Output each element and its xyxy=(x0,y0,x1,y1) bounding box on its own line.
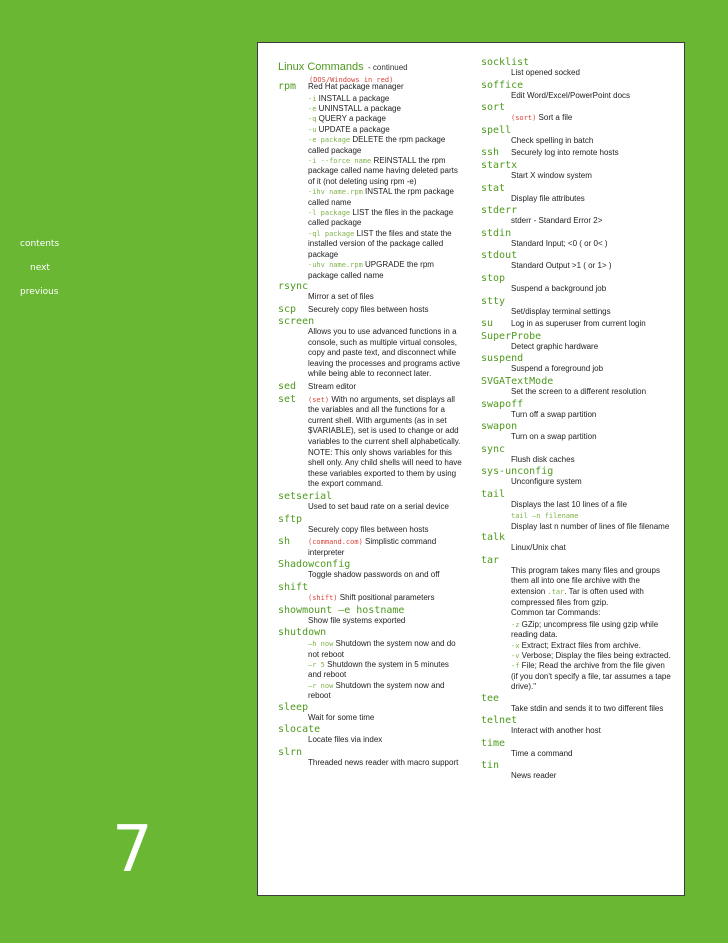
command-name: ssh xyxy=(481,147,500,159)
command-desc: Used to set baud rate on a serial device xyxy=(308,502,449,511)
entry-shift xyxy=(278,582,462,605)
command-name: stop xyxy=(481,272,506,284)
command-desc: Show file systems exported xyxy=(308,615,406,625)
entry-stop xyxy=(481,273,673,296)
entry-scp xyxy=(278,304,462,317)
command-name: stderr xyxy=(481,205,518,217)
option-flag: -q xyxy=(308,115,317,124)
command-desc: stderr - Standard Error 2> xyxy=(511,216,603,226)
command-name: set xyxy=(278,393,297,405)
entry-tin xyxy=(481,760,673,783)
entry-sort xyxy=(481,102,673,125)
title-text: Linux Commands xyxy=(278,61,364,73)
entry-swapon xyxy=(481,421,673,444)
set-desc-text: With no arguments, set displays all the variables and all the functions for a current shell. With arguments (as in set $VARIABLE), set is used to change or add variables to the current shell alphabetically. xyxy=(308,394,461,447)
command-name: SVGATextMode xyxy=(481,375,554,387)
command-name: startx xyxy=(481,159,518,171)
command-desc: Turn off a swap partition xyxy=(511,409,597,419)
entry-stderr xyxy=(481,205,673,228)
entry-soffice xyxy=(481,80,673,103)
option-row xyxy=(308,156,462,187)
page-number: 7 xyxy=(112,813,153,887)
command-name: SuperProbe xyxy=(481,330,542,342)
entry-startx xyxy=(481,160,673,183)
command-name: showmount –e hostname xyxy=(278,604,405,616)
command-name: setserial xyxy=(278,491,333,502)
entry-set xyxy=(278,394,462,491)
entry-su xyxy=(481,318,673,331)
command-desc: Toggle shadow passwords on and off xyxy=(308,570,440,580)
command-name: tee xyxy=(481,692,500,704)
command-desc: Unconfigure system xyxy=(511,477,582,487)
command-name: stdin xyxy=(481,227,512,239)
entry-setserial xyxy=(278,491,462,514)
command-desc: Standard Input; <0 ( or 0< ) xyxy=(511,238,608,248)
command-name: slrn xyxy=(278,746,303,758)
option-row xyxy=(511,620,673,641)
command-name: su xyxy=(481,318,494,330)
dos-equivalent: (set) xyxy=(308,395,330,404)
entry-ssh xyxy=(481,147,673,160)
option-row xyxy=(308,639,462,660)
command-desc xyxy=(308,394,462,491)
option-row xyxy=(308,94,462,104)
command-desc: Securely copy files between hosts xyxy=(308,524,429,534)
option-row xyxy=(511,651,673,661)
option-flag: -v xyxy=(511,652,520,661)
option-row xyxy=(511,511,673,521)
option-text: QUERY a package xyxy=(318,114,386,124)
shift-desc-text: Shift positional parameters xyxy=(339,592,435,602)
option-flag: -ql package xyxy=(308,229,355,238)
title-continued: - continued xyxy=(368,63,408,72)
command-desc: Suspend a background job xyxy=(511,283,607,293)
command-name: tar xyxy=(481,554,500,566)
set-note: NOTE: This only shows variables for this shell only. Any child shells will need to have these variables exported to them by using the export command. xyxy=(308,447,462,489)
command-name: soffice xyxy=(481,79,524,91)
entry-stty xyxy=(481,296,673,319)
command-desc: Standard Output >1 ( or 1> ) xyxy=(511,261,612,271)
option-text: LIST the files in the package called package xyxy=(308,208,454,228)
command-desc: Securely log into remote hosts xyxy=(511,148,619,158)
entry-superprobe xyxy=(481,331,673,354)
option-row xyxy=(308,125,462,135)
command-name: swapoff xyxy=(481,398,524,410)
option-text: UPGRADE the rpm package called name xyxy=(308,260,434,280)
command-name: talk xyxy=(481,532,506,544)
command-name: sh xyxy=(278,536,291,548)
command-desc: Locate files via index xyxy=(308,735,383,745)
command-desc: Check spelling in batch xyxy=(511,135,594,145)
command-name: tail xyxy=(481,488,506,500)
option-text: INSTAL the rpm package called name xyxy=(308,187,454,207)
nav-previous-link[interactable]: previous xyxy=(20,287,59,297)
option-text: Display last n number of lines of file filename xyxy=(511,521,670,531)
option-flag: -e xyxy=(308,105,317,113)
entry-swapoff xyxy=(481,399,673,422)
entry-time xyxy=(481,738,673,761)
command-desc: Securely copy files between hosts xyxy=(308,304,429,314)
command-desc: Time a command xyxy=(511,748,573,758)
command-name: sleep xyxy=(278,701,309,713)
command-name: suspend xyxy=(481,353,524,365)
command-name: scp xyxy=(278,303,297,315)
command-desc: News reader xyxy=(511,771,557,781)
option-flag: –r now xyxy=(308,681,334,690)
page-title xyxy=(278,57,462,84)
tar-desc-a: This program takes many files and groups them all into one file archive with the extension xyxy=(511,565,660,597)
command-name: sync xyxy=(481,443,506,455)
command-desc: Take stdin and sends it to two different files xyxy=(511,703,664,713)
entry-stat xyxy=(481,183,673,206)
command-name: time xyxy=(481,737,506,749)
sort-desc-text: Sort a file xyxy=(538,113,573,123)
command-name: stdout xyxy=(481,250,518,262)
option-text: DELETE the rpm package called package xyxy=(308,135,446,155)
command-name: socklist xyxy=(481,57,530,68)
entry-stdout xyxy=(481,250,673,273)
entry-spell xyxy=(481,125,673,148)
option-text: INSTALL a package xyxy=(318,93,390,103)
entry-rsync xyxy=(278,281,462,304)
entry-sh xyxy=(278,536,462,559)
option-text: Shutdown the system now and do not reboot xyxy=(308,639,456,659)
entry-socklist xyxy=(481,57,673,80)
option-row xyxy=(511,661,673,692)
command-desc: Turn on a swap partition xyxy=(511,432,597,442)
entry-stdin xyxy=(481,228,673,251)
entry-tail xyxy=(481,489,673,532)
left-column xyxy=(278,57,462,769)
nav-next-link[interactable]: next xyxy=(30,263,50,273)
entry-shadowconfig xyxy=(278,559,462,582)
title-subtitle: (DOS/Windows in red) xyxy=(309,76,394,84)
command-name: slocate xyxy=(278,724,321,736)
command-name: sed xyxy=(278,381,297,393)
tar-common-heading: Common tar Commands: xyxy=(511,608,601,618)
command-desc: Detect graphic hardware xyxy=(511,341,599,351)
option-flag: -f xyxy=(511,662,520,671)
option-row xyxy=(308,660,462,681)
command-desc xyxy=(511,113,673,125)
option-text: Shutdown the system now and reboot xyxy=(308,680,445,701)
command-name: sort xyxy=(481,102,506,114)
command-desc xyxy=(511,566,673,620)
dos-equivalent: (shift) xyxy=(308,593,338,602)
option-flag: -z xyxy=(511,620,520,629)
entry-tar xyxy=(481,555,673,693)
option-text: File; Read the archive from the file given (if you don't specify a file, tar assumes a tape drive)." xyxy=(511,661,671,692)
command-name: screen xyxy=(278,316,315,328)
option-text: Extract; Extract files from archive. xyxy=(521,640,641,650)
entry-sleep xyxy=(278,702,462,725)
entry-sftp xyxy=(278,514,462,537)
nav-contents-link[interactable]: contents xyxy=(20,239,60,249)
command-desc: Start X window system xyxy=(511,170,592,180)
command-name: spell xyxy=(481,124,512,136)
command-desc: Interact with another host xyxy=(511,726,601,736)
option-flag: -u xyxy=(308,125,317,134)
command-desc: Edit Word/Excel/PowerPoint docs xyxy=(511,90,631,100)
command-name: sys-unconfig xyxy=(481,466,554,478)
entry-telnet xyxy=(481,715,673,738)
sh-desc-text: Simplistic command interpreter xyxy=(308,537,437,557)
option-flag: tail –n filename xyxy=(511,512,579,521)
entry-shutdown xyxy=(278,627,462,701)
command-name: rsync xyxy=(278,280,309,292)
command-desc: Wait for some time xyxy=(308,712,375,722)
command-name: tin xyxy=(481,760,500,772)
command-desc: Linux/Unix chat xyxy=(511,543,566,553)
command-desc: Stream editor xyxy=(308,382,357,392)
tar-extension: .tar xyxy=(547,588,565,597)
option-flag: -i xyxy=(308,94,317,103)
command-name: telnet xyxy=(481,715,518,727)
command-name: shift xyxy=(278,581,309,593)
command-desc: Threaded news reader with macro support xyxy=(308,757,459,767)
document-page xyxy=(257,42,685,896)
option-flag: -i --force name xyxy=(308,157,372,166)
command-desc xyxy=(308,593,462,605)
option-row xyxy=(308,104,462,114)
option-flag: -e package xyxy=(308,136,351,145)
option-flag: –h now xyxy=(308,640,334,649)
command-name: Shadowconfig xyxy=(278,559,351,571)
command-desc: List opened socked xyxy=(511,68,580,77)
option-flag: -uhv name.rpm xyxy=(308,261,363,270)
option-row xyxy=(308,260,462,281)
entry-showmount xyxy=(278,605,462,628)
command-desc xyxy=(308,536,462,559)
dos-equivalent: (sort) xyxy=(511,114,537,123)
option-text: Verbose; Display the files being extracted. xyxy=(521,651,671,661)
entry-sync xyxy=(481,444,673,467)
entry-tee xyxy=(481,693,673,716)
entry-slocate xyxy=(278,724,462,747)
rpm-options xyxy=(278,94,462,281)
command-name: sftp xyxy=(278,513,303,525)
option-row xyxy=(308,114,462,124)
command-desc: Allows you to use advanced functions in a console, such as multiple virtual consoles, copy and paste text, and disconnect while leaving the processes and programs active while being able to reconnect later. xyxy=(308,327,461,379)
option-flag: -x xyxy=(511,641,520,650)
option-row xyxy=(511,641,673,651)
entry-talk xyxy=(481,532,673,555)
command-desc: Display file attributes xyxy=(511,193,585,203)
command-name: shutdown xyxy=(278,627,327,639)
option-row xyxy=(308,229,462,260)
entry-slrn xyxy=(278,747,462,770)
command-desc: Mirror a set of files xyxy=(308,291,374,301)
entry-screen xyxy=(278,316,462,381)
command-name: swapon xyxy=(481,421,518,433)
entry-sys-unconfig xyxy=(481,466,673,489)
option-text: UPDATE a package xyxy=(318,124,390,134)
command-desc: Displays the last 10 lines of a file xyxy=(511,499,628,509)
option-text: GZip; uncompress file using gzip while reading data. xyxy=(511,619,659,640)
command-desc: Set/display terminal settings xyxy=(511,306,611,316)
dos-equivalent: (command.com) xyxy=(308,538,363,547)
command-desc: Flush disk caches xyxy=(511,454,575,464)
option-flag: -l package xyxy=(308,209,351,218)
command-desc: Set the screen to a different resolution xyxy=(511,386,647,396)
command-desc: Red Hat package manager xyxy=(308,82,404,91)
option-row xyxy=(308,135,462,156)
option-row xyxy=(308,208,462,229)
option-text: Shutdown the system in 5 minutes and reboot xyxy=(308,659,449,680)
option-flag: –r 5 xyxy=(308,660,325,669)
option-flag: -ihv name.rpm xyxy=(308,188,363,197)
option-text: LIST the files and state the installed version of the package called package xyxy=(308,228,452,259)
command-name: rpm xyxy=(278,81,297,92)
command-name: stty xyxy=(481,295,506,307)
entry-svgatextmode xyxy=(481,376,673,399)
right-column xyxy=(481,57,673,783)
command-name: stat xyxy=(481,182,506,194)
command-desc: Suspend a foreground job xyxy=(511,364,604,374)
command-desc: Log in as superuser from current login xyxy=(511,319,646,329)
entry-sed xyxy=(278,381,462,394)
entry-suspend xyxy=(481,353,673,376)
option-text: UNINSTALL a package xyxy=(318,104,401,113)
option-row xyxy=(308,681,462,702)
option-row xyxy=(308,187,462,208)
entry-rpm xyxy=(278,81,462,94)
option-text: REINSTALL the rpm package called name having deleted parts of it (not deleting using rpm -e) xyxy=(308,156,458,186)
tar-desc-b: . Tar is often used with compressed files from gzip. xyxy=(511,587,644,607)
